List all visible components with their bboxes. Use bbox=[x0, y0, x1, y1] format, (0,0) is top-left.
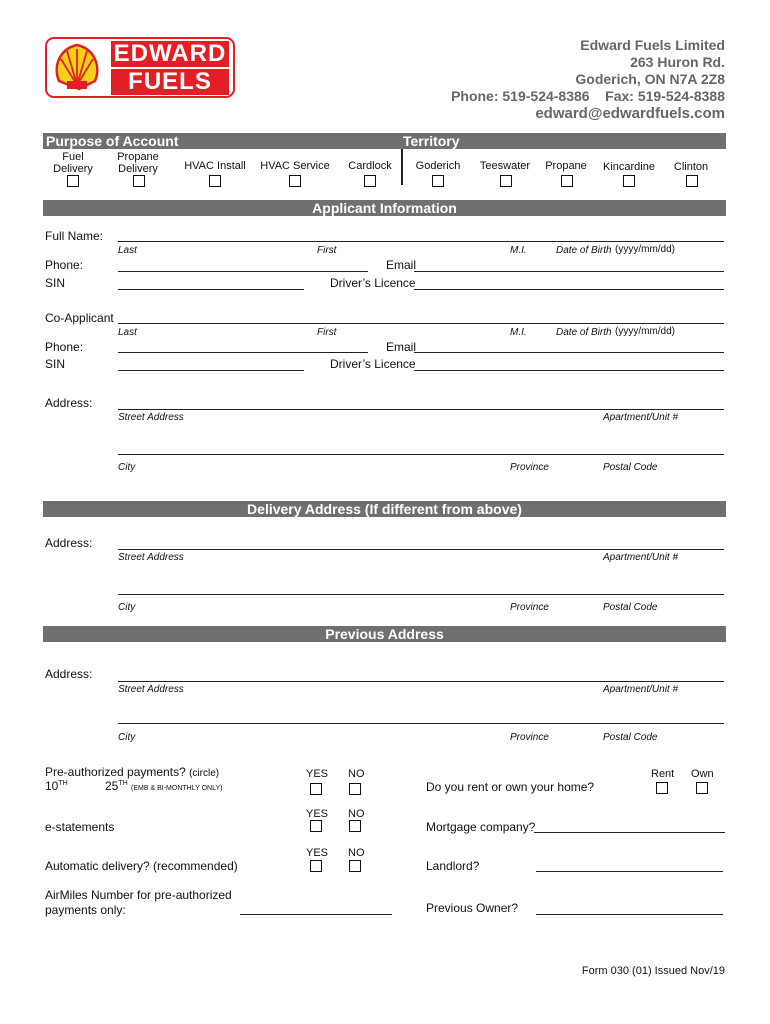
form-footer: Form 030 (01) Issued Nov/19 bbox=[581, 965, 725, 977]
circle-hint: (circle) bbox=[189, 768, 220, 779]
previous-section-bar: Previous Address bbox=[43, 626, 726, 642]
previous-postal-caption: Postal Code bbox=[603, 732, 658, 743]
preauth-25th-option[interactable] bbox=[105, 779, 222, 793]
purpose-cardlock-label: Cardlock bbox=[348, 160, 392, 172]
purpose-title: Purpose of Account bbox=[46, 133, 179, 149]
territory-kincardine-checkbox[interactable] bbox=[623, 175, 635, 187]
company-city: Goderich, ON N7A 2Z8 bbox=[575, 71, 725, 87]
company-logo bbox=[45, 37, 235, 98]
th-suffix: TH bbox=[118, 780, 128, 787]
co-sin-field[interactable] bbox=[118, 370, 304, 371]
previous-city-field[interactable] bbox=[118, 723, 724, 724]
territory-teeswater-label: Teeswater bbox=[479, 160, 531, 172]
landlord-label: Landlord? bbox=[426, 859, 480, 873]
co-email-label: Email bbox=[386, 340, 417, 354]
phone-field[interactable] bbox=[118, 271, 368, 272]
city-caption: City bbox=[118, 462, 136, 473]
preauth-question bbox=[45, 765, 219, 779]
own-checkbox[interactable] bbox=[696, 782, 708, 794]
airmiles-label-1: AirMiles Number for pre-authorized bbox=[45, 888, 232, 902]
address-label: Address: bbox=[45, 396, 93, 410]
delivery-street-caption: Street Address bbox=[118, 552, 184, 563]
purpose-propane-delivery-checkbox[interactable] bbox=[133, 175, 145, 187]
mortgage-label: Mortgage company? bbox=[426, 820, 536, 834]
province-caption: Province bbox=[510, 462, 549, 473]
territory-clinton-checkbox[interactable] bbox=[686, 175, 698, 187]
auto-delivery-label: Automatic delivery? (recommended) bbox=[45, 859, 238, 873]
rent-label: Rent bbox=[651, 768, 675, 780]
logo-line-2: FUELS bbox=[128, 68, 212, 95]
email-label: Email bbox=[386, 258, 417, 272]
co-last-name-caption: Last bbox=[118, 327, 137, 338]
city-field[interactable] bbox=[118, 454, 724, 455]
previous-owner-field[interactable] bbox=[536, 914, 723, 915]
dob-format-caption: (yyyy/mm/dd) bbox=[615, 244, 675, 255]
estatements-yes-label: YES bbox=[306, 808, 329, 820]
previous-apt-caption: Apartment/Unit # bbox=[603, 684, 679, 695]
drivers-licence-label: Driver’s Licence bbox=[330, 276, 416, 290]
co-applicant-name-field[interactable] bbox=[118, 323, 724, 324]
emb-note: (EMB & BI-MONTHLY ONLY) bbox=[131, 785, 223, 792]
territory-teeswater-checkbox[interactable] bbox=[500, 175, 512, 187]
estatements-yes-checkbox[interactable] bbox=[310, 820, 322, 832]
auto-yes-label: YES bbox=[306, 847, 329, 859]
co-dob-format-caption: (yyyy/mm/dd) bbox=[615, 326, 675, 337]
preauth-no-checkbox[interactable] bbox=[349, 783, 361, 795]
territory-goderich-label: Goderich bbox=[415, 160, 461, 172]
first-name-caption: First bbox=[317, 245, 337, 256]
purpose-hvac-service-label: HVAC Service bbox=[260, 160, 330, 172]
landlord-field[interactable] bbox=[536, 871, 723, 872]
dob-caption: Date of Birth bbox=[556, 245, 612, 256]
territory-kincardine-label: Kincardine bbox=[603, 161, 655, 173]
co-sin-label: SIN bbox=[45, 357, 66, 371]
estatements-no-checkbox[interactable] bbox=[349, 820, 361, 832]
auto-no-checkbox[interactable] bbox=[349, 860, 361, 872]
phone-label: Phone: bbox=[45, 258, 84, 272]
th-suffix: TH bbox=[58, 780, 68, 787]
delivery-address-label: Address: bbox=[45, 536, 93, 550]
previous-city-caption: City bbox=[118, 732, 136, 743]
delivery-apt-caption: Apartment/Unit # bbox=[603, 552, 679, 563]
co-applicant-label: Co-Applicant bbox=[45, 311, 114, 325]
delivery-city-caption: City bbox=[118, 602, 136, 613]
co-email-field[interactable] bbox=[414, 352, 724, 353]
postal-code-caption: Postal Code bbox=[603, 462, 658, 473]
full-name-field[interactable] bbox=[118, 241, 724, 242]
territory-propane-checkbox[interactable] bbox=[561, 175, 573, 187]
company-street: 263 Huron Rd. bbox=[630, 54, 725, 70]
preauth-10th-option[interactable] bbox=[45, 779, 68, 793]
applicant-section-bar: Applicant Information bbox=[43, 200, 726, 216]
co-dob-caption: Date of Birth bbox=[556, 327, 612, 338]
company-name: Edward Fuels Limited bbox=[580, 37, 725, 53]
preauth-yes-label: YES bbox=[306, 768, 329, 780]
delivery-city-field[interactable] bbox=[118, 594, 724, 595]
previous-street-field[interactable] bbox=[118, 681, 724, 682]
logo-line-1: EDWARD bbox=[113, 40, 227, 67]
sin-label: SIN bbox=[45, 276, 66, 290]
purpose-cardlock-checkbox[interactable] bbox=[364, 175, 376, 187]
sin-field[interactable] bbox=[118, 289, 304, 290]
email-field[interactable] bbox=[414, 271, 724, 272]
previous-owner-label: Previous Owner? bbox=[426, 901, 519, 915]
estatements-label: e-statements bbox=[45, 820, 115, 834]
previous-province-caption: Province bbox=[510, 732, 549, 743]
purpose-fuel-delivery-checkbox[interactable] bbox=[67, 175, 79, 187]
airmiles-label-2: payments only: bbox=[45, 903, 126, 917]
territory-clinton-label: Clinton bbox=[673, 161, 709, 173]
purpose-hvac-install-label: HVAC Install bbox=[184, 160, 246, 172]
auto-no-label: NO bbox=[348, 847, 365, 859]
territory-propane-label: Propane bbox=[545, 160, 587, 172]
delivery-street-field[interactable] bbox=[118, 549, 724, 550]
previous-street-caption: Street Address bbox=[118, 684, 184, 695]
drivers-licence-field[interactable] bbox=[414, 289, 724, 290]
delivery-section-bar: Delivery Address (If different from above) bbox=[43, 501, 726, 517]
airmiles-field[interactable] bbox=[240, 914, 392, 915]
preauth-label: Pre-authorized payments? bbox=[45, 765, 186, 779]
purpose-hvac-install-checkbox[interactable] bbox=[209, 175, 221, 187]
day-10-label: 10 bbox=[45, 779, 59, 793]
delivery-postal-caption: Postal Code bbox=[603, 602, 658, 613]
purpose-fuel-delivery-label: Fuel Delivery bbox=[53, 151, 93, 175]
delivery-province-caption: Province bbox=[510, 602, 549, 613]
estatements-no-label: NO bbox=[348, 808, 365, 820]
last-name-caption: Last bbox=[118, 245, 137, 256]
mortgage-field[interactable] bbox=[534, 832, 725, 833]
co-drivers-licence-field[interactable] bbox=[414, 370, 724, 371]
co-phone-label: Phone: bbox=[45, 340, 84, 354]
section-divider bbox=[401, 149, 403, 185]
preauth-no-label: NO bbox=[348, 768, 365, 780]
previous-address-label: Address: bbox=[45, 667, 93, 681]
rent-own-question: Do you rent or own your home? bbox=[426, 780, 595, 794]
day-25-label: 25 bbox=[105, 779, 119, 793]
full-name-label: Full Name: bbox=[45, 229, 104, 243]
company-email: edward@edwardfuels.com bbox=[535, 105, 725, 122]
purpose-hvac-service-checkbox[interactable] bbox=[289, 175, 301, 187]
co-mi-caption: M.I. bbox=[510, 327, 527, 338]
auto-yes-checkbox[interactable] bbox=[310, 860, 322, 872]
territory-title: Territory bbox=[403, 133, 460, 149]
co-first-name-caption: First bbox=[317, 327, 337, 338]
street-address-caption: Street Address bbox=[118, 412, 184, 423]
company-phone-fax: Phone: 519-524-8386 Fax: 519-524-8388 bbox=[451, 88, 725, 104]
co-drivers-licence-label: Driver’s Licence bbox=[330, 357, 416, 371]
mi-caption: M.I. bbox=[510, 245, 527, 256]
own-label: Own bbox=[691, 768, 714, 780]
apt-caption: Apartment/Unit # bbox=[603, 412, 679, 423]
co-phone-field[interactable] bbox=[118, 352, 368, 353]
territory-goderich-checkbox[interactable] bbox=[432, 175, 444, 187]
company-info bbox=[365, 37, 725, 122]
preauth-yes-checkbox[interactable] bbox=[310, 783, 322, 795]
rent-checkbox[interactable] bbox=[656, 782, 668, 794]
purpose-propane-delivery-label: Propane Delivery bbox=[117, 151, 159, 175]
street-address-field[interactable] bbox=[118, 409, 724, 410]
